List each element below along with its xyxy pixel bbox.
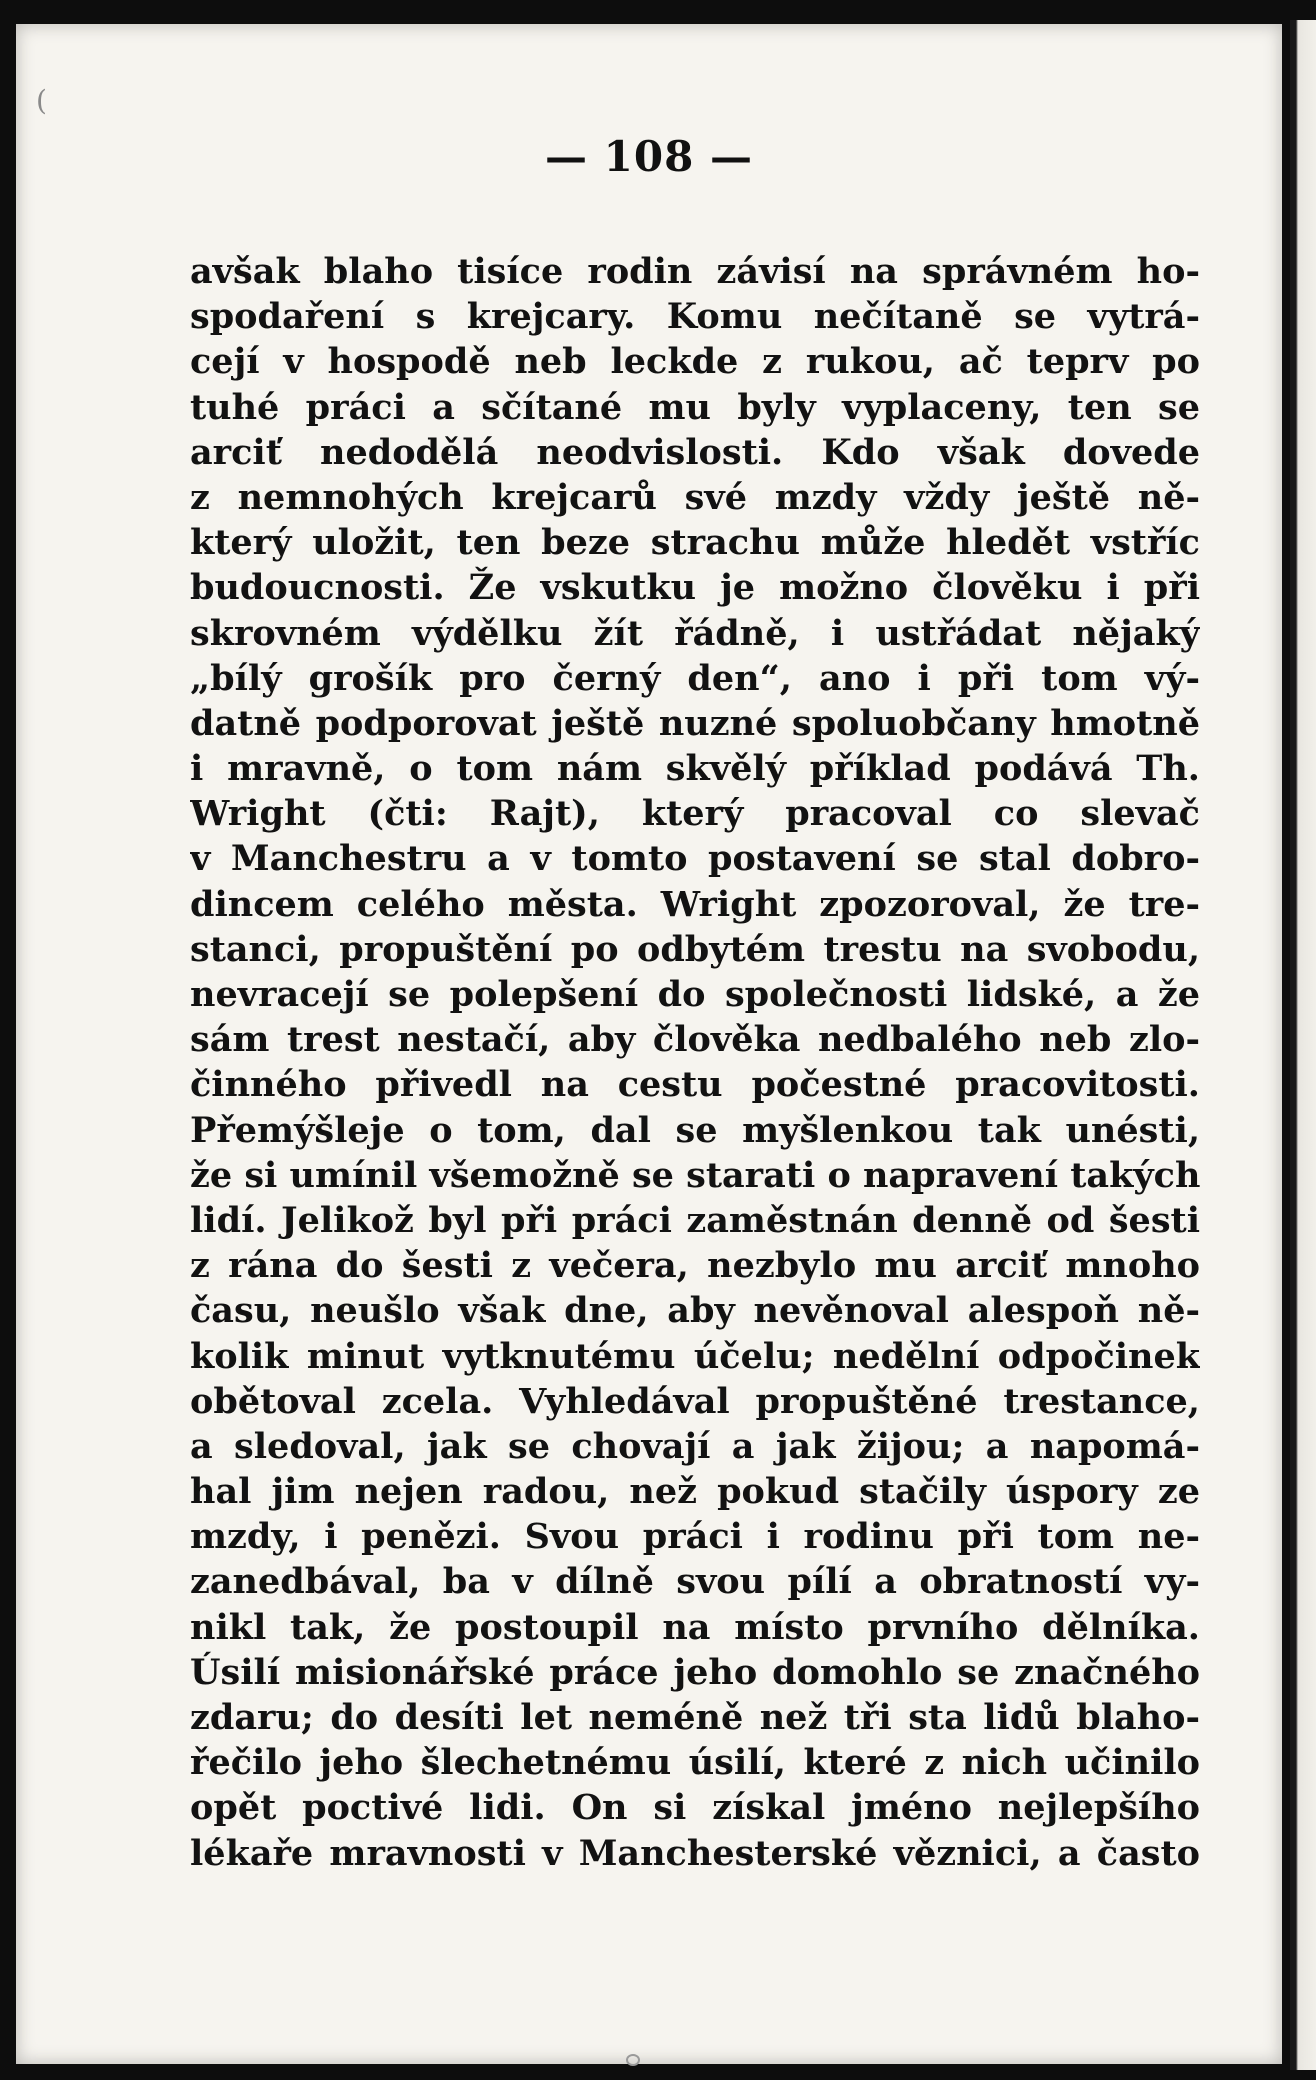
text-line: obětoval zcela. Vyhledával propuštěné trestance,: [190, 1380, 1200, 1422]
text-line: datně podporovat ještě nuzné spoluobčany hmotně: [190, 702, 1200, 744]
text-line: stanci, propuštění po odbytém trestu na svobodu,: [190, 928, 1200, 970]
text-line: kolik minut vytknutému účelu; nedělní odpočinek: [190, 1335, 1200, 1377]
text-line: tuhé práci a sčítané mu byly vyplaceny, ten se: [190, 386, 1200, 428]
text-line: Wright (čti: Rajt), který pracoval co slevač: [190, 793, 1200, 835]
text-line: sám trest nestačí, aby člověka nedbalého neb zlo-: [190, 1019, 1200, 1061]
text-line: zanedbával, ba v dílně svou pílí a obratností vy-: [190, 1561, 1200, 1603]
text-line: v Manchestru a v tomto postavení se stal dobro-: [190, 838, 1200, 880]
text-line: z nemnohých krejcarů své mzdy vždy ještě ně-: [190, 476, 1200, 518]
text-line: opět poctivé lidi. On si získal jméno nejlepšího: [190, 1787, 1200, 1829]
text-line: času, neušlo však dne, aby nevěnoval alespoň ně-: [190, 1290, 1200, 1332]
text-line: lékaře mravnosti v Manchesterské věznici, a často: [190, 1832, 1200, 1874]
text-line: dincem celého města. Wright zpozoroval, že tre-: [190, 883, 1200, 925]
text-line: který uložit, ten beze strachu může hledět vstříc: [190, 522, 1200, 564]
text-line: hal jim nejen radou, než pokud stačily úspory ze: [190, 1471, 1200, 1513]
text-line: Přemýšleje o tom, dal se myšlenkou tak unésti,: [190, 1109, 1200, 1151]
text-line: Úsilí misionářské práce jeho domohlo se značného: [190, 1651, 1200, 1693]
text-line: že si umínil všemožně se starati o napravení takých: [190, 1154, 1200, 1196]
body-text: [190, 249, 1200, 1876]
text-line: lidí. Jelikož byl při práci zaměstnán denně od šesti: [190, 1199, 1200, 1241]
text-line: i mravně, o tom nám skvělý příklad podává Th.: [190, 748, 1200, 790]
text-line: z rána do šesti z večera, nezbylo mu arciť mnoho: [190, 1245, 1200, 1287]
text-line: zdaru; do desíti let neméně než tři sta lidů blaho-: [190, 1697, 1200, 1738]
text-line: nikl tak, že postoupil na místo prvního dělníka.: [190, 1606, 1200, 1648]
text-line: budoucnosti. Že vskutku je možno člověku i při: [190, 567, 1200, 609]
text-line: a sledoval, jak se chovají a jak žijou; a napomá-: [190, 1425, 1200, 1467]
text-line: spodaření s krejcary. Komu nečítaně se vytrá-: [190, 296, 1200, 338]
text-line: skrovném výdělku žít řádně, i ustřádat nějaký: [190, 612, 1200, 654]
text-line: cejí v hospodě neb leckde z rukou, ač teprv po: [190, 341, 1200, 383]
footer-blemish: [626, 2054, 640, 2066]
margin-blemish: (: [36, 84, 47, 117]
page-number: — 108 —: [545, 132, 753, 181]
text-line: řečilo jeho šlechetnému úsilí, které z nich učinilo: [190, 1742, 1200, 1784]
adjacent-page-edge: [1290, 20, 1316, 2070]
book-page: [16, 24, 1282, 2064]
text-line: mzdy, i penězi. Svou práci i rodinu při tom ne-: [190, 1516, 1200, 1558]
text-line: „bílý grošík pro černý den“, ano i při tom vý-: [190, 657, 1200, 699]
text-line: nevracejí se polepšení do společnosti lidské, a že: [190, 974, 1200, 1015]
text-line: avšak blaho tisíce rodin závisí na správném ho-: [190, 251, 1200, 292]
text-line: činného přivedl na cestu počestné pracovitosti.: [190, 1064, 1200, 1106]
text-line: arciť nedodělá neodvislosti. Kdo však dovede: [190, 431, 1200, 473]
